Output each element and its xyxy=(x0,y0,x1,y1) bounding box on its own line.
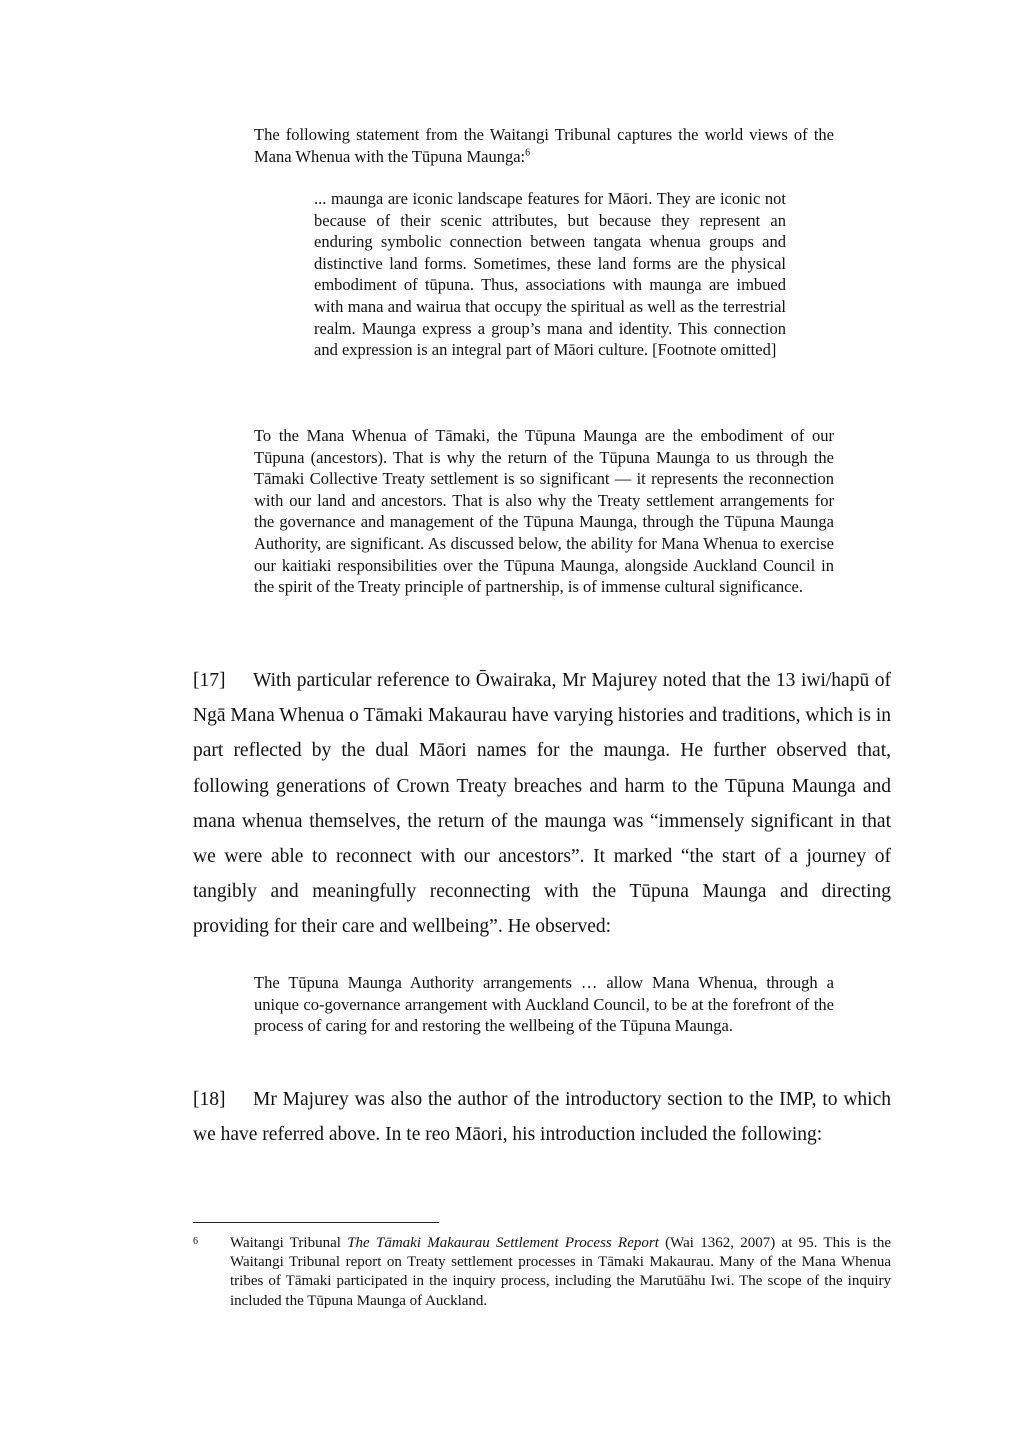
footnote-text xyxy=(230,1234,891,1311)
footnote-report-title: The Tāmaki Makaurau Settlement Process Report xyxy=(347,1235,659,1251)
paragraph-text: With particular reference to Ōwairaka, Mr Majurey noted that the 13 iwi/hapū of Ngā Mana Whenua o Tāmaki Makaurau have varying histories and traditions, which is in part reflected by the dual Māori names for the maunga. He further observed that, following generations of Crown Treaty breaches and harm to the Tūpuna Maunga and mana whenua themselves, the return of the maunga was “immensely significant in that we were able to reconnect with our ancestors”. It marked “the start of a journey of tangibly and meaningfully reconnecting with the Tūpuna Maunga and directing providing for their care and wellbeing”. He observed: xyxy=(193,670,891,938)
quote-intro-text: The following statement from the Waitangi Tribunal captures the world views of the Mana Whenua with the Tūpuna Maunga: xyxy=(254,125,834,166)
paragraph-17 xyxy=(193,663,891,945)
quote-continuation: To the Mana Whenua of Tāmaki, the Tūpuna Maunga are the embodiment of our Tūpuna (ancestors). That is why the return of the Tūpuna Maunga to us through the Tāmaki Collective Treaty settlement is so significant — it represents the reconnection with our land and ancestors. That is also why the Treaty settlement arrangements for the governance and management of the Tūpuna Maunga, through the Tūpuna Maunga Authority, are significant. As discussed below, the ability for Mana Whenua to exercise our kaitiaki responsibilities over the Tūpuna Maunga, alongside Auckland Council in the spirit of the Treaty principle of partnership, is of immense cultural significance. xyxy=(254,426,834,597)
footnote-rest: (Wai 1362, 2007) at 95. This is the Waitangi Tribunal report on Treaty settlement processes in Tāmaki Makaurau. Many of the Mana Whenua tribes of Tāmaki participated in the inquiry process, including the Marutūāhu Iwi. The scope of the inquiry included the Tūpuna Maunga of Auckland. xyxy=(230,1235,891,1309)
footnote xyxy=(193,1234,891,1311)
paragraph-number: [17] xyxy=(193,670,226,691)
paragraph-18 xyxy=(193,1082,891,1152)
quote-intro xyxy=(254,124,834,167)
tribunal-quote: ... maunga are iconic landscape features for Māori. They are iconic not because of their scenic attributes, but because they represent an enduring symbolic connection between tangata whenua groups and distinctive land forms. Sometimes, these land forms are the physical embodiment of tūpuna. Thus, associations with maunga are imbued with mana and wairua that occupy the spiritual as well as the terrestrial realm. Maunga express a group’s mana and identity. This connection and expression is an integral part of Māori culture. [Footnote omitted] xyxy=(314,189,786,360)
footnote-divider xyxy=(193,1222,439,1223)
footnote-mark: 6 xyxy=(193,1236,198,1247)
footnote-prefix: Waitangi Tribunal xyxy=(230,1235,348,1251)
authority-quote: The Tūpuna Maunga Authority arrangements … allow Mana Whenua, through a unique co-governance arrangement with Auckland Council, to be at the forefront of the process of caring for and restoring the wellbeing of the Tūpuna Maunga. xyxy=(254,973,834,1036)
footnote-reference[interactable]: 6 xyxy=(525,147,531,159)
paragraph-text: Mr Majurey was also the author of the introductory section to the IMP, to which we have referred above. In te reo Māori, his introduction included the following: xyxy=(193,1089,891,1146)
paragraph-number: [18] xyxy=(193,1089,226,1110)
